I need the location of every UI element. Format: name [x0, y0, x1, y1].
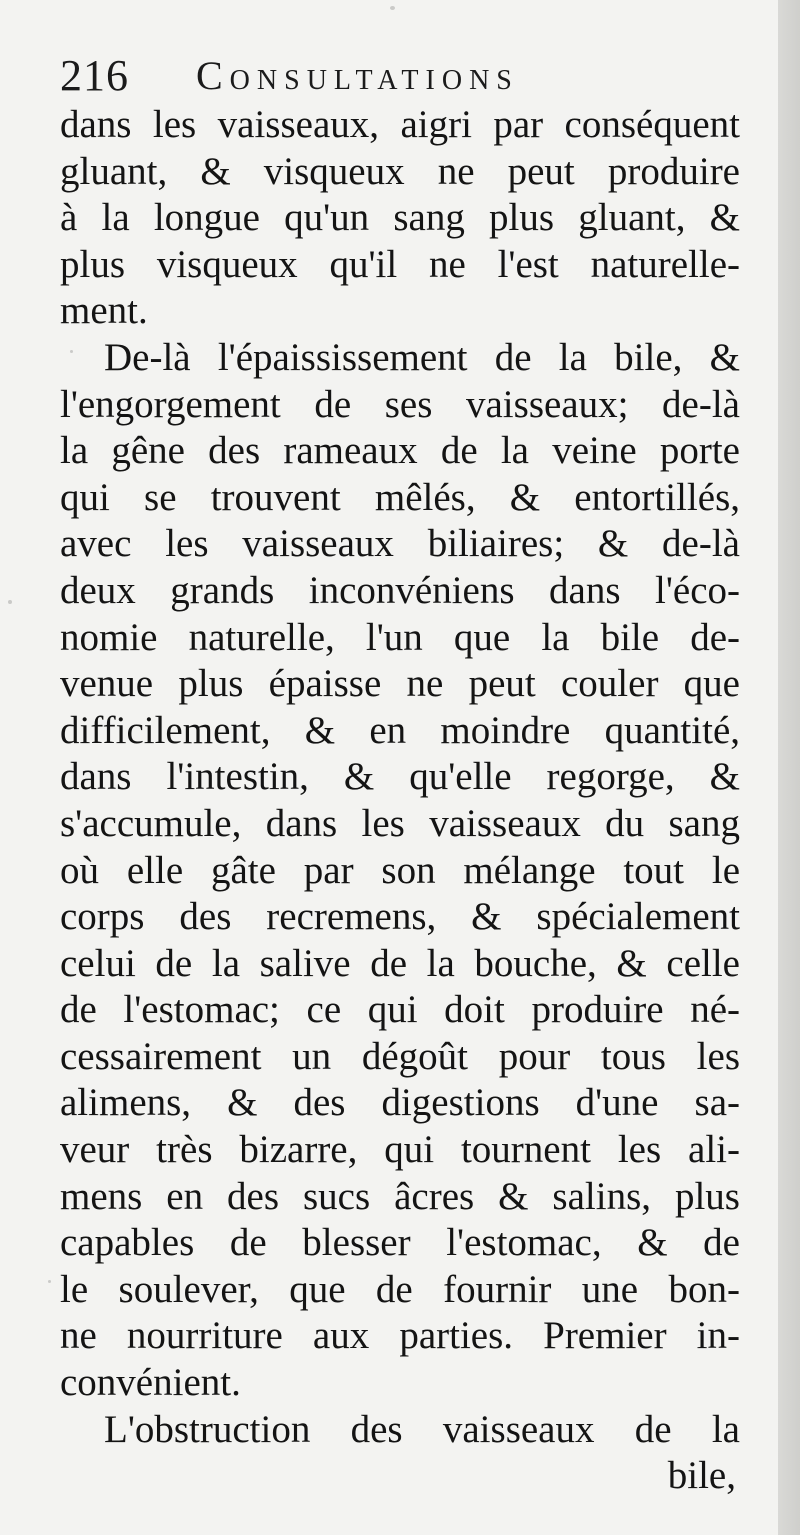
text-line: gluant, & visqueux ne peut produire: [60, 149, 740, 193]
text-line: ment.: [60, 289, 148, 333]
text-line: veur très bizarre, qui tournent les ali-: [60, 1128, 740, 1172]
paper-speck: [70, 350, 73, 353]
paragraph-start-line: L'obstruction des vaisseaux de la: [104, 1407, 740, 1451]
catchword: bile,: [667, 1454, 736, 1498]
text-line: s'accumule, dans les vaisseaux du sang: [60, 801, 740, 845]
text-line: corps des recremens, & spécialement: [60, 895, 740, 939]
text-line: cessairement un dégoût pour tous les: [60, 1034, 740, 1078]
text-line: mens en des sucs âcres & salins, plus: [60, 1174, 740, 1218]
text-line: deux grands inconvéniens dans l'éco-: [60, 568, 740, 612]
text-line: de l'estomac; ce qui doit produire né-: [60, 988, 740, 1032]
text-line: la gêne des rameaux de la veine porte: [60, 429, 740, 473]
text-line: qui se trouvent mêlés, & entortillés,: [60, 475, 740, 519]
text-line: nomie naturelle, l'un que la bile de-: [60, 615, 740, 659]
text-line: celui de la salive de la bouche, & celle: [60, 941, 740, 985]
page-edge-shadow: [778, 0, 800, 1535]
paper-speck: [48, 1280, 51, 1283]
running-title: Consultations: [196, 53, 519, 98]
text-line: où elle gâte par son mélange tout le: [60, 848, 740, 892]
body-text: [60, 102, 740, 1500]
text-line: plus visqueux qu'il ne l'est naturelle-: [60, 242, 740, 286]
text-line: le soulever, que de fournir une bon-: [60, 1267, 740, 1311]
text-line: l'engorgement de ses vaisseaux; de-là: [60, 382, 740, 426]
text-line: difficilement, & en moindre quantité,: [60, 708, 740, 752]
text-line: avec les vaisseaux biliaires; & de-là: [60, 522, 740, 566]
text-line: capables de blesser l'estomac, & de: [60, 1221, 740, 1265]
text-line: dans les vaisseaux, aigri par conséquent: [60, 103, 740, 146]
text-line: alimens, & des digestions d'une sa-: [60, 1081, 740, 1125]
paper-speck: [720, 1012, 723, 1015]
paragraph-start-line: De-là l'épaississement de la bile, &: [104, 335, 740, 379]
page-number: 216: [60, 51, 129, 100]
paper-speck: [390, 6, 395, 10]
text-line: à la longue qu'un sang plus gluant, &: [60, 196, 740, 240]
text-line: ne nourriture aux parties. Premier in-: [60, 1314, 740, 1358]
paper-speck: [8, 600, 12, 604]
running-head: [60, 46, 740, 106]
text-line: dans l'intestin, & qu'elle regorge, &: [60, 755, 740, 799]
text-line: convénient.: [60, 1361, 241, 1405]
text-line: venue plus épaisse ne peut couler que: [60, 662, 740, 706]
